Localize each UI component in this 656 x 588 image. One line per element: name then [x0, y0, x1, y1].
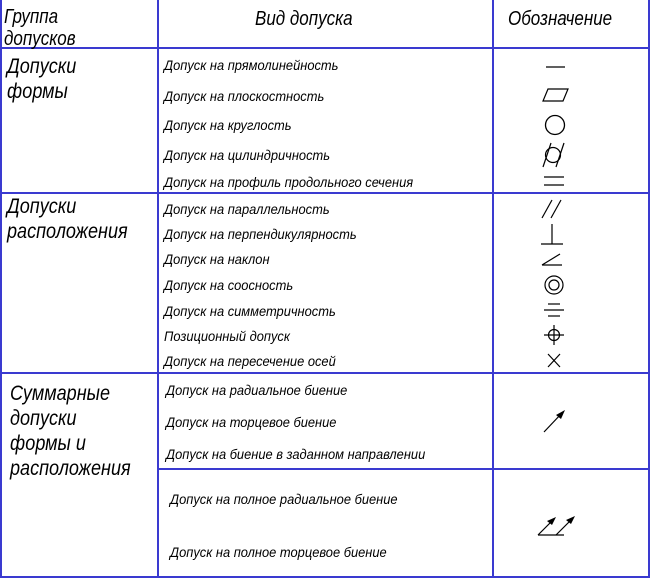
cylindricity-icon: [537, 141, 571, 169]
row-label: Допуск на соосность: [164, 277, 294, 293]
total-runout-icon: [534, 512, 580, 540]
symmetry-icon: [540, 301, 570, 321]
position-icon: [540, 323, 570, 349]
table-border-bottom: [0, 576, 650, 578]
row-label: Допуск на плоскостность: [164, 88, 325, 104]
row-label: Допуск на профиль продольного сечения: [164, 174, 414, 190]
coaxiality-icon: [540, 273, 570, 299]
table-border-left: [0, 0, 2, 578]
header-divider: [0, 47, 650, 49]
perpendicularity-icon: [538, 222, 568, 248]
header-group: Группа допусков: [4, 6, 76, 50]
parallelism-icon: [538, 197, 568, 221]
row-label: Допуск на цилиндричность: [164, 147, 331, 163]
row-label: Допуск на прямолинейность: [164, 57, 339, 73]
column-divider-2: [492, 0, 494, 578]
column-divider-1: [157, 0, 159, 578]
straightness-icon: [540, 60, 570, 74]
row-label: Позиционный допуск: [164, 328, 290, 344]
axis-intersection-icon: [540, 350, 570, 372]
header-kind: Вид допуска: [255, 8, 353, 30]
longitudinal-profile-icon: [540, 172, 570, 190]
row-label: Допуск на биение в заданном направлении: [166, 446, 426, 462]
row-label: Допуск на перпендикулярность: [164, 226, 357, 242]
group-title-form: Допуски формы: [7, 55, 77, 103]
table-border-right: [648, 0, 650, 578]
row-label: Допуск на пересечение осей: [164, 353, 336, 369]
angularity-icon: [538, 250, 568, 270]
row-label: Допуск на радиальное биение: [166, 382, 348, 398]
flatness-icon: [540, 86, 570, 106]
header-symbol: Обозначение: [508, 8, 613, 30]
row-label: Допуск на круглость: [164, 117, 292, 133]
group-title-combined: Суммарные допуски формы и расположения: [10, 382, 131, 480]
runout-arrow-icon: [538, 407, 570, 437]
row-label: Допуск на симметричность: [164, 303, 336, 319]
runout-subdivider: [157, 468, 650, 470]
row-label: Допуск на полное торцевое биение: [170, 544, 387, 560]
row-label: Допуск на наклон: [164, 251, 270, 267]
group-divider-2: [0, 372, 650, 374]
row-label: Допуск на торцевое биение: [166, 414, 337, 430]
circularity-icon: [540, 114, 570, 138]
row-label: Допуск на параллельность: [164, 201, 330, 217]
row-label: Допуск на полное радиальное биение: [170, 491, 398, 507]
group-title-location: Допуски расположения: [7, 195, 128, 243]
